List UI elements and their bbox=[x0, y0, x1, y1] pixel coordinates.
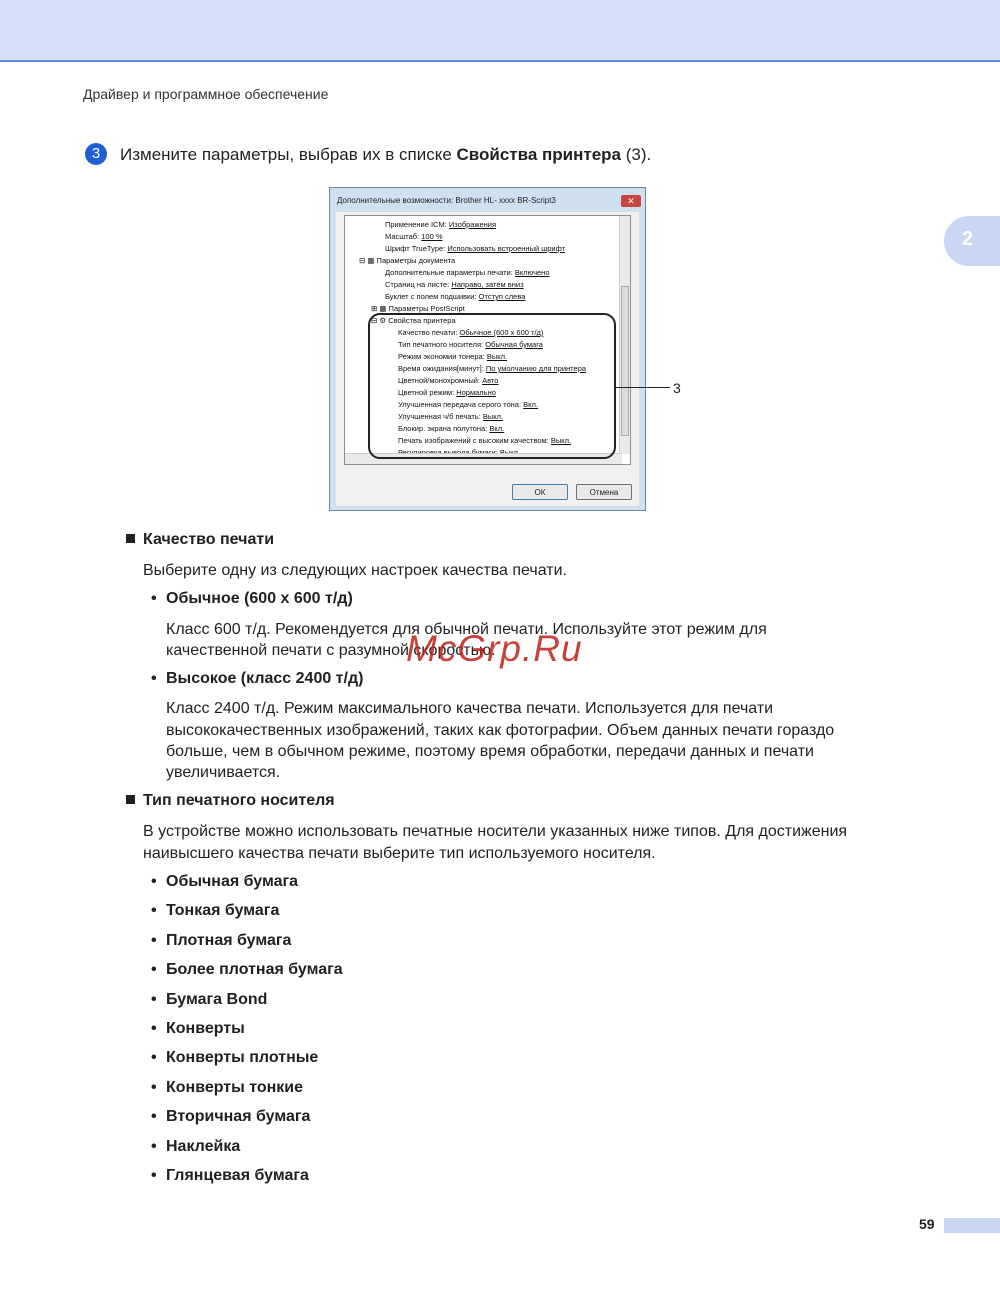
step-text-before: Измените параметры, выбрав их в списке bbox=[120, 145, 457, 164]
page-number: 59 bbox=[919, 1216, 935, 1232]
bullet-icon: • bbox=[151, 932, 157, 949]
option-high-title: Высокое (класс 2400 т/д) bbox=[166, 670, 364, 687]
chapter-tab bbox=[944, 216, 1000, 266]
tree-item[interactable]: Применение ICM: Изображения bbox=[385, 220, 497, 229]
media-item: Конверты bbox=[166, 1020, 245, 1037]
ok-button[interactable]: ОК bbox=[512, 484, 568, 500]
bullet-icon: • bbox=[151, 1167, 157, 1184]
cancel-button[interactable]: Отмена bbox=[576, 484, 632, 500]
bullet-icon: • bbox=[151, 873, 157, 890]
square-bullet-icon bbox=[126, 795, 135, 804]
bullet-icon: • bbox=[151, 670, 157, 687]
square-bullet-icon bbox=[126, 534, 135, 543]
tree-item[interactable]: Режим экономии тонера: Выкл. bbox=[398, 352, 508, 361]
media-item: Обычная бумага bbox=[166, 873, 299, 890]
media-item: Плотная бумага bbox=[166, 932, 292, 949]
tree-item[interactable]: Шрифт TrueType: Использовать встроенный шрифт bbox=[385, 244, 566, 253]
dialog-title: Дополнительные возможности: Brother HL- xxxx BR-Script3 bbox=[337, 196, 556, 205]
section-heading-media: Тип печатного носителя bbox=[126, 792, 335, 810]
bullet-icon: • bbox=[151, 1079, 157, 1096]
media-item: Бумага Bond bbox=[166, 991, 268, 1008]
tree-item[interactable]: Страниц на листе: Направо, затем вниз bbox=[385, 280, 524, 289]
step-text-bold: Свойства принтера bbox=[456, 145, 622, 164]
media-item: Конверты плотные bbox=[166, 1049, 319, 1066]
tree-item[interactable]: Буклет с полем подшивки: Отступ слева bbox=[385, 292, 526, 301]
tree-item[interactable]: Улучшенная ч/б печать: Выкл. bbox=[398, 412, 504, 421]
tree-item[interactable]: Время ожидания[минут]: По умолчанию для принтера bbox=[398, 364, 587, 373]
quality-intro: Выберите одну из следующих настроек качества печати. bbox=[143, 562, 567, 579]
tree-item[interactable]: Качество печати: Обычное (600 x 600 т/д) bbox=[398, 328, 544, 337]
bullet-icon: • bbox=[151, 1108, 157, 1125]
tree-group[interactable]: ⊟ ⚙ Свойства принтера bbox=[371, 316, 456, 325]
tree-item[interactable]: Блокир. экрана полутона: Вкл. bbox=[398, 424, 505, 433]
tree-item[interactable]: Печать изображений с высоким качеством: Выкл. bbox=[398, 436, 572, 445]
bullet-icon: • bbox=[151, 1049, 157, 1066]
option-normal-line1: Класс 600 т/д. Рекомендуется для обычной печати. Используйте этот режим для bbox=[166, 621, 767, 638]
top-header-band bbox=[0, 0, 1000, 62]
media-item: Вторичная бумага bbox=[166, 1108, 311, 1125]
bullet-icon: • bbox=[151, 1020, 157, 1037]
step-text-after: (3). bbox=[621, 145, 652, 164]
step-instruction bbox=[120, 145, 651, 165]
printer-properties-highlight bbox=[368, 313, 616, 459]
media-item: Наклейка bbox=[166, 1138, 241, 1155]
option-normal-line2: качественной печати с разумной скоростью. bbox=[166, 642, 496, 659]
option-high-line3: больше, чем в обычном режиме, поэтому время обработки, передачи данных и печати bbox=[166, 743, 814, 760]
bullet-icon: • bbox=[151, 961, 157, 978]
close-icon[interactable]: ✕ bbox=[621, 195, 641, 207]
tree-item[interactable]: Цветной/монохромный: Авто bbox=[398, 376, 499, 385]
callout-number: 3 bbox=[673, 380, 681, 396]
tree-item[interactable]: Масштаб: 100 % bbox=[385, 232, 443, 241]
bullet-icon: • bbox=[151, 590, 157, 607]
bullet-icon: • bbox=[151, 902, 157, 919]
tree-item[interactable]: Улучшенная передача серого тона: Вкл. bbox=[398, 400, 538, 409]
running-title: Драйвер и программное обеспечение bbox=[83, 86, 329, 102]
chapter-number: 2 bbox=[962, 228, 974, 250]
media-intro-line1: В устройстве можно использовать печатные носители указанных ниже типов. Для достижения bbox=[143, 823, 848, 840]
option-high-line4: увеличивается. bbox=[166, 764, 281, 781]
media-item: Тонкая бумага bbox=[166, 902, 280, 919]
step-number-badge: 3 bbox=[85, 143, 107, 165]
tree-item[interactable]: Цветной режим: Нормально bbox=[398, 388, 496, 397]
option-high-line2: высококачественных изображений, таких как фотографии. Объем данных печати гораздо bbox=[166, 722, 835, 739]
section-heading-quality: Качество печати bbox=[126, 531, 274, 549]
tree-item[interactable]: Дополнительные параметры печати: Включено bbox=[385, 268, 550, 277]
tree-item[interactable]: Тип печатного носителя: Обычная бумага bbox=[398, 340, 543, 349]
page-band bbox=[944, 1218, 1000, 1233]
media-intro-line2: наивысшего качества печати выберите тип используемого носителя. bbox=[143, 845, 656, 862]
tree-group[interactable]: ⊞ ▦ Параметры PostScript bbox=[371, 304, 465, 313]
media-item: Глянцевая бумага bbox=[166, 1167, 309, 1184]
vertical-scrollbar[interactable] bbox=[619, 216, 630, 454]
bullet-icon: • bbox=[151, 991, 157, 1008]
watermark: McGrp.Ru bbox=[406, 628, 583, 669]
media-item: Более плотная бумага bbox=[166, 961, 343, 978]
bullet-icon: • bbox=[151, 1138, 157, 1155]
scroll-thumb[interactable] bbox=[621, 286, 629, 436]
option-normal-title: Обычное (600 x 600 т/д) bbox=[166, 590, 353, 607]
media-item: Конверты тонкие bbox=[166, 1079, 304, 1096]
option-high-line1: Класс 2400 т/д. Режим максимального качества печати. Используется для печати bbox=[166, 700, 774, 717]
callout-line bbox=[614, 387, 670, 388]
tree-group[interactable]: ⊟ ▦ Параметры документа bbox=[359, 256, 456, 265]
